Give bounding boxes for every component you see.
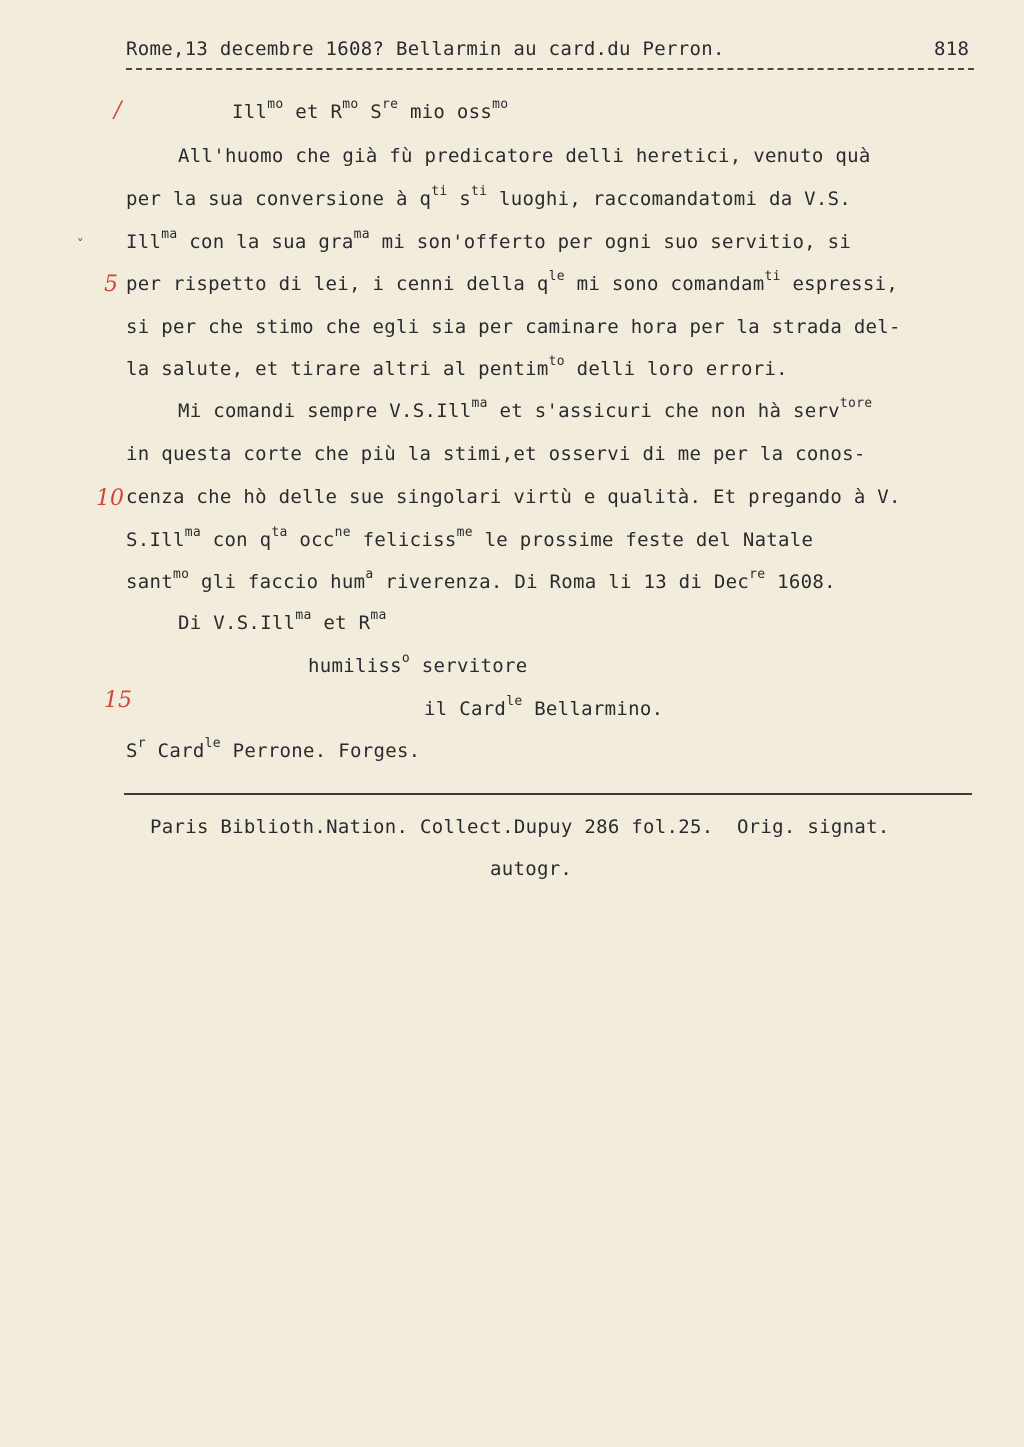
margin-mark-1: / — [114, 98, 122, 123]
letter-line-2: per la sua conversione à $q^{ti}$ $s^{ti}$ luoghi, raccomandatomi da V.S. — [126, 184, 852, 210]
source-citation: Paris Biblioth.Nation. Collect.Dupuy 286 fol.25. Orig. signat. — [150, 816, 890, 838]
letter-line-4: per rispetto di lei, i cenni della $q^{le}$ mi sono comandam$^{ti}$ espressi, — [126, 269, 899, 295]
servitor-line: humiliss$^o$ servitore — [308, 651, 528, 677]
letter-line-9: cenza che hò delle sue singolari virtù e qualità. Et pregando à V. — [126, 486, 901, 508]
header-dashed-rule — [126, 68, 974, 70]
signature-line: il Card$^{le}$ Bellarmino. — [424, 694, 664, 720]
footer-rule — [124, 793, 972, 795]
page-number: 818 — [934, 38, 970, 60]
address-line: $S^r$ Card$^{le}$ Perrone. Forges. — [126, 736, 421, 762]
salutation: Ill$^{mo}$ et $R^{mo}$ $S^{re}$ mio oss$^{mo}$ — [232, 97, 509, 123]
letter-line-7: Mi comandi sempre V.S.Ill$^{ma}$ et s'assicuri che non hà serv$^{tore}$ — [178, 396, 873, 422]
closing-line: Di V.S.Ill$^{ma}$ et $R^{ma}$ — [178, 608, 387, 634]
letter-line-8: in questa corte che più la stimi,et osservi di me per la conos- — [126, 443, 866, 465]
margin-mark-10: 10 — [96, 486, 124, 511]
letter-line-6: la salute, et tirare altri al pentim$^{to}$ delli loro errori. — [126, 354, 788, 380]
letter-line-10: S.Ill$^{ma}$ con $q^{ta}$ occ$^{ne}$ feliciss$^{me}$ le prossime feste del Natale — [126, 525, 814, 551]
margin-mark-5: 5 — [104, 272, 118, 297]
margin-mark-15: 15 — [104, 688, 132, 713]
letter-line-3: Ill$^{ma}$ con la sua gra$^{ma}$ mi son'offerto per ogni suo servitio, si — [126, 227, 852, 253]
letter-line-1: All'huomo che già fù predicatore delli heretici, venuto quà — [178, 145, 871, 167]
letter-line-11: sant$^{mo}$ gli faccio hum$^a$ riverenza. Di Roma li 13 di Dec$^{re}$ 1608. — [126, 567, 836, 593]
source-citation-continued: autogr. — [490, 858, 573, 880]
letter-line-5: si per che stimo che egli sia per caminare hora per la strada del- — [126, 316, 901, 338]
margin-tick: ˇ — [76, 238, 85, 254]
header-title: Rome,13 decembre 1608? Bellarmin au card.du Perron. — [126, 38, 725, 60]
